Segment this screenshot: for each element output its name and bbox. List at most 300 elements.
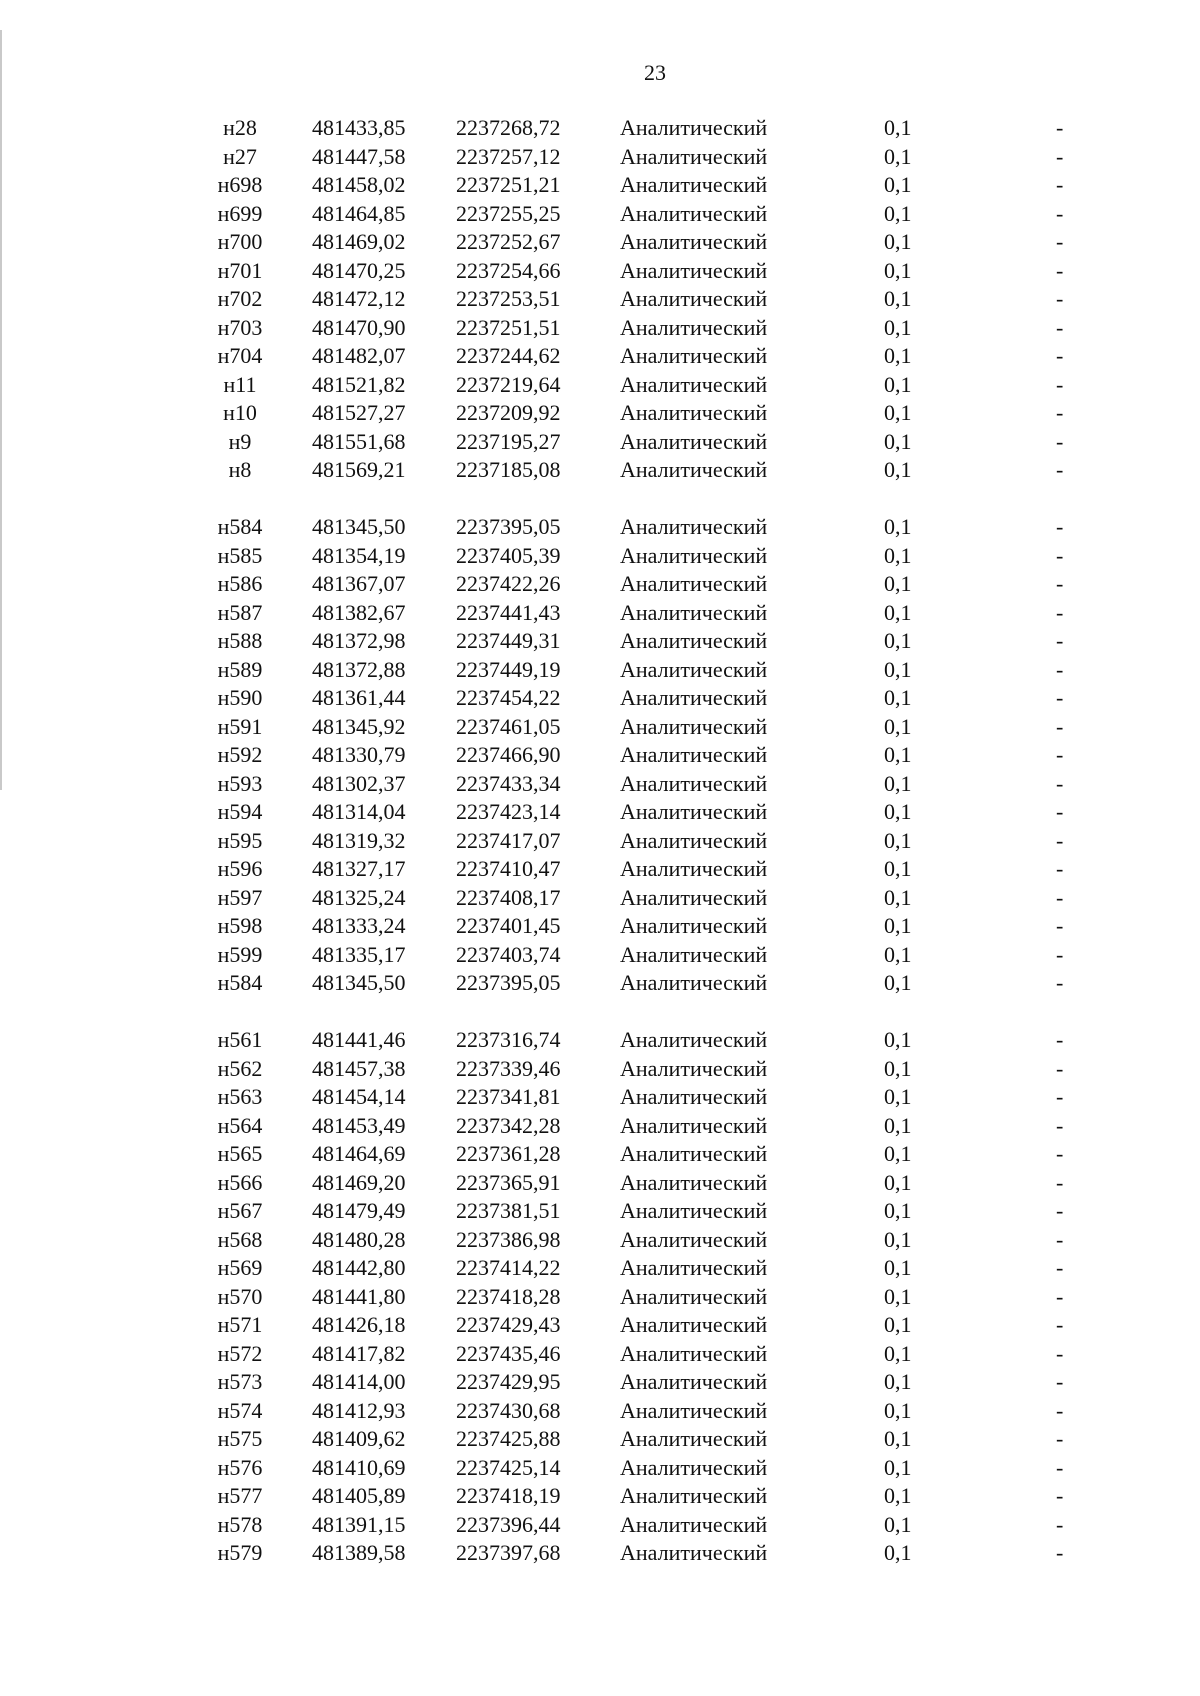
x-coordinate-cell: 481345,50: [312, 514, 406, 539]
method-cell: Аналитический: [620, 1312, 768, 1337]
note-cell: -: [1056, 1426, 1064, 1451]
note-cell: -: [1056, 115, 1064, 140]
accuracy-cell: 0,1: [884, 514, 912, 539]
x-coordinate-cell: 481469,02: [312, 229, 406, 254]
method-cell: Аналитический: [620, 1027, 768, 1052]
y-coordinate-cell: 2237429,43: [456, 1312, 561, 1337]
x-coordinate-cell: 481469,20: [312, 1169, 406, 1195]
x-coordinate-cell: 481454,14: [312, 1084, 406, 1109]
accuracy-cell: 0,1: [884, 115, 912, 140]
table-row: [0, 1425, 1200, 1454]
y-coordinate-cell: 2237441,43: [456, 599, 561, 625]
y-coordinate-cell: 2237386,98: [456, 1226, 561, 1252]
note-cell: -: [1056, 1483, 1064, 1508]
y-coordinate-cell: 2237185,08: [456, 457, 561, 482]
table-row: [0, 599, 1200, 628]
table-row: [0, 399, 1200, 428]
point-number-cell: н567: [217, 1198, 263, 1223]
note-cell: -: [1056, 713, 1064, 739]
note-cell: -: [1056, 514, 1064, 539]
note-cell: -: [1056, 143, 1064, 169]
point-number-cell: н699: [217, 200, 263, 226]
method-cell: Аналитический: [620, 941, 768, 967]
table-row: [0, 342, 1200, 371]
accuracy-cell: 0,1: [884, 713, 912, 739]
y-coordinate-cell: 2237339,46: [456, 1055, 561, 1081]
y-coordinate-cell: 2237418,19: [456, 1483, 561, 1508]
point-number-cell: н564: [217, 1112, 263, 1138]
accuracy-cell: 0,1: [884, 685, 912, 710]
x-coordinate-cell: 481458,02: [312, 172, 406, 197]
note-cell: -: [1056, 286, 1064, 311]
x-coordinate-cell: 481409,62: [312, 1426, 406, 1451]
note-cell: -: [1056, 400, 1064, 425]
method-cell: Аналитический: [620, 1483, 768, 1508]
accuracy-cell: 0,1: [884, 884, 912, 910]
x-coordinate-cell: 481479,49: [312, 1198, 406, 1223]
point-number-cell: н596: [217, 856, 263, 881]
method-cell: Аналитический: [620, 514, 768, 539]
method-cell: Аналитический: [620, 1141, 768, 1166]
method-cell: Аналитический: [620, 884, 768, 910]
x-coordinate-cell: 481426,18: [312, 1312, 406, 1337]
x-coordinate-cell: 481330,79: [312, 742, 406, 767]
table-row: [0, 1140, 1200, 1169]
x-coordinate-cell: 481345,92: [312, 713, 406, 739]
note-cell: -: [1056, 542, 1064, 568]
table-row: [0, 827, 1200, 856]
note-cell: -: [1056, 685, 1064, 710]
note-cell: -: [1056, 314, 1064, 340]
note-cell: -: [1056, 1141, 1064, 1166]
method-cell: Аналитический: [620, 599, 768, 625]
x-coordinate-cell: 481480,28: [312, 1226, 406, 1252]
accuracy-cell: 0,1: [884, 1454, 912, 1480]
coordinate-table: [0, 114, 1200, 1568]
x-coordinate-cell: 481302,37: [312, 770, 406, 796]
table-row: [0, 770, 1200, 799]
x-coordinate-cell: 481472,12: [312, 286, 406, 311]
x-coordinate-cell: 481433,85: [312, 115, 406, 140]
point-number-cell: н700: [217, 229, 263, 254]
accuracy-cell: 0,1: [884, 457, 912, 482]
x-coordinate-cell: 481333,24: [312, 913, 406, 938]
method-cell: Аналитический: [620, 1169, 768, 1195]
point-group: [0, 1026, 1200, 1568]
accuracy-cell: 0,1: [884, 1027, 912, 1052]
method-cell: Аналитический: [620, 1426, 768, 1451]
accuracy-cell: 0,1: [884, 371, 912, 397]
method-cell: Аналитический: [620, 1255, 768, 1280]
y-coordinate-cell: 2237341,81: [456, 1084, 561, 1109]
y-coordinate-cell: 2237429,95: [456, 1369, 561, 1394]
method-cell: Аналитический: [620, 628, 768, 653]
y-coordinate-cell: 2237397,68: [456, 1540, 561, 1565]
point-number-cell: н590: [217, 685, 263, 710]
accuracy-cell: 0,1: [884, 542, 912, 568]
accuracy-cell: 0,1: [884, 1540, 912, 1565]
y-coordinate-cell: 2237254,66: [456, 257, 561, 283]
x-coordinate-cell: 481389,58: [312, 1540, 406, 1565]
x-coordinate-cell: 481345,50: [312, 970, 406, 995]
table-row: [0, 1083, 1200, 1112]
accuracy-cell: 0,1: [884, 571, 912, 596]
y-coordinate-cell: 2237425,14: [456, 1454, 561, 1480]
point-number-cell: н578: [217, 1511, 263, 1537]
point-number-cell: н575: [217, 1426, 263, 1451]
y-coordinate-cell: 2237252,67: [456, 229, 561, 254]
x-coordinate-cell: 481441,46: [312, 1027, 406, 1052]
table-row: [0, 228, 1200, 257]
accuracy-cell: 0,1: [884, 1141, 912, 1166]
x-coordinate-cell: 481551,68: [312, 428, 406, 454]
point-number-cell: н703: [217, 314, 263, 340]
point-number-cell: н704: [217, 343, 263, 368]
x-coordinate-cell: 481470,25: [312, 257, 406, 283]
method-cell: Аналитический: [620, 713, 768, 739]
y-coordinate-cell: 2237316,74: [456, 1027, 561, 1052]
note-cell: -: [1056, 1055, 1064, 1081]
table-row: [0, 570, 1200, 599]
point-number-cell: н562: [217, 1055, 263, 1081]
point-number-cell: н584: [217, 970, 263, 995]
table-row: [0, 428, 1200, 457]
table-row: [0, 941, 1200, 970]
x-coordinate-cell: 481464,85: [312, 200, 406, 226]
x-coordinate-cell: 481405,89: [312, 1483, 406, 1508]
x-coordinate-cell: 481457,38: [312, 1055, 406, 1081]
point-number-cell: н579: [217, 1540, 263, 1565]
note-cell: -: [1056, 428, 1064, 454]
y-coordinate-cell: 2237466,90: [456, 742, 561, 767]
y-coordinate-cell: 2237195,27: [456, 428, 561, 454]
point-number-cell: н701: [217, 257, 263, 283]
x-coordinate-cell: 481410,69: [312, 1454, 406, 1480]
accuracy-cell: 0,1: [884, 1369, 912, 1394]
y-coordinate-cell: 2237253,51: [456, 286, 561, 311]
y-coordinate-cell: 2237395,05: [456, 970, 561, 995]
table-row: [0, 1283, 1200, 1312]
x-coordinate-cell: 481447,58: [312, 143, 406, 169]
x-coordinate-cell: 481441,80: [312, 1283, 406, 1309]
point-number-cell: н571: [217, 1312, 263, 1337]
y-coordinate-cell: 2237403,74: [456, 941, 561, 967]
table-row: [0, 1055, 1200, 1084]
accuracy-cell: 0,1: [884, 428, 912, 454]
y-coordinate-cell: 2237244,62: [456, 343, 561, 368]
table-row: [0, 200, 1200, 229]
x-coordinate-cell: 481314,04: [312, 799, 406, 824]
note-cell: -: [1056, 1312, 1064, 1337]
table-row: [0, 456, 1200, 485]
method-cell: Аналитический: [620, 656, 768, 682]
point-number-cell: н592: [217, 742, 263, 767]
table-row: [0, 1112, 1200, 1141]
y-coordinate-cell: 2237414,22: [456, 1255, 561, 1280]
point-number-cell: н595: [217, 827, 263, 853]
method-cell: Аналитический: [620, 143, 768, 169]
table-row: [0, 741, 1200, 770]
note-cell: -: [1056, 1169, 1064, 1195]
table-row: [0, 713, 1200, 742]
table-row: [0, 798, 1200, 827]
note-cell: -: [1056, 1084, 1064, 1109]
accuracy-cell: 0,1: [884, 143, 912, 169]
accuracy-cell: 0,1: [884, 1198, 912, 1223]
y-coordinate-cell: 2237418,28: [456, 1283, 561, 1309]
point-number-cell: н570: [217, 1283, 263, 1309]
method-cell: Аналитический: [620, 1084, 768, 1109]
method-cell: Аналитический: [620, 400, 768, 425]
y-coordinate-cell: 2237365,91: [456, 1169, 561, 1195]
table-row: [0, 1226, 1200, 1255]
accuracy-cell: 0,1: [884, 656, 912, 682]
point-number-cell: н9: [228, 428, 252, 454]
x-coordinate-cell: 481325,24: [312, 884, 406, 910]
method-cell: Аналитический: [620, 1055, 768, 1081]
method-cell: Аналитический: [620, 770, 768, 796]
y-coordinate-cell: 2237381,51: [456, 1198, 561, 1223]
note-cell: -: [1056, 1255, 1064, 1280]
point-number-cell: н598: [217, 913, 263, 938]
method-cell: Аналитический: [620, 1112, 768, 1138]
page-number: 23: [644, 60, 666, 85]
point-number-cell: н588: [217, 628, 263, 653]
x-coordinate-cell: 481569,21: [312, 457, 406, 482]
table-row: [0, 371, 1200, 400]
method-cell: Аналитический: [620, 115, 768, 140]
x-coordinate-cell: 481521,82: [312, 371, 406, 397]
x-coordinate-cell: 481367,07: [312, 571, 406, 596]
table-row: [0, 1368, 1200, 1397]
y-coordinate-cell: 2237257,12: [456, 143, 561, 169]
note-cell: -: [1056, 599, 1064, 625]
point-number-cell: н577: [217, 1483, 263, 1508]
note-cell: -: [1056, 970, 1064, 995]
x-coordinate-cell: 481417,82: [312, 1340, 406, 1366]
note-cell: -: [1056, 913, 1064, 938]
x-coordinate-cell: 481453,49: [312, 1112, 406, 1138]
x-coordinate-cell: 481327,17: [312, 856, 406, 881]
x-coordinate-cell: 481335,17: [312, 941, 406, 967]
method-cell: Аналитический: [620, 685, 768, 710]
accuracy-cell: 0,1: [884, 1226, 912, 1252]
y-coordinate-cell: 2237449,31: [456, 628, 561, 653]
table-row: [0, 1254, 1200, 1283]
point-number-cell: н591: [217, 713, 263, 739]
point-number-cell: н589: [217, 656, 263, 682]
method-cell: Аналитический: [620, 799, 768, 824]
accuracy-cell: 0,1: [884, 799, 912, 824]
accuracy-cell: 0,1: [884, 827, 912, 853]
accuracy-cell: 0,1: [884, 742, 912, 767]
accuracy-cell: 0,1: [884, 257, 912, 283]
x-coordinate-cell: 481464,69: [312, 1141, 406, 1166]
table-row: [0, 1511, 1200, 1540]
table-row: [0, 912, 1200, 941]
note-cell: -: [1056, 1511, 1064, 1537]
table-row: [0, 656, 1200, 685]
point-group: [0, 513, 1200, 998]
x-coordinate-cell: 481412,93: [312, 1397, 406, 1423]
note-cell: -: [1056, 1112, 1064, 1138]
x-coordinate-cell: 481482,07: [312, 343, 406, 368]
accuracy-cell: 0,1: [884, 200, 912, 226]
note-cell: -: [1056, 571, 1064, 596]
method-cell: Аналитический: [620, 172, 768, 197]
method-cell: Аналитический: [620, 827, 768, 853]
method-cell: Аналитический: [620, 286, 768, 311]
accuracy-cell: 0,1: [884, 1340, 912, 1366]
y-coordinate-cell: 2237396,44: [456, 1511, 561, 1537]
note-cell: -: [1056, 1369, 1064, 1394]
x-coordinate-cell: 481442,80: [312, 1255, 406, 1280]
point-number-cell: н11: [223, 371, 257, 397]
method-cell: Аналитический: [620, 913, 768, 938]
x-coordinate-cell: 481361,44: [312, 685, 406, 710]
accuracy-cell: 0,1: [884, 1255, 912, 1280]
table-row: [0, 1026, 1200, 1055]
y-coordinate-cell: 2237209,92: [456, 400, 561, 425]
point-number-cell: н584: [217, 514, 263, 539]
x-coordinate-cell: 481414,00: [312, 1369, 406, 1394]
accuracy-cell: 0,1: [884, 770, 912, 796]
table-row: [0, 627, 1200, 656]
table-row: [0, 884, 1200, 913]
point-number-cell: н28: [223, 115, 257, 140]
accuracy-cell: 0,1: [884, 286, 912, 311]
method-cell: Аналитический: [620, 257, 768, 283]
accuracy-cell: 0,1: [884, 941, 912, 967]
y-coordinate-cell: 2237342,28: [456, 1112, 561, 1138]
note-cell: -: [1056, 770, 1064, 796]
method-cell: Аналитический: [620, 1397, 768, 1423]
method-cell: Аналитический: [620, 428, 768, 454]
y-coordinate-cell: 2237435,46: [456, 1340, 561, 1366]
method-cell: Аналитический: [620, 1283, 768, 1309]
method-cell: Аналитический: [620, 542, 768, 568]
note-cell: -: [1056, 1198, 1064, 1223]
point-number-cell: н698: [217, 172, 263, 197]
note-cell: -: [1056, 856, 1064, 881]
x-coordinate-cell: 481470,90: [312, 314, 406, 340]
point-number-cell: н563: [217, 1084, 263, 1109]
accuracy-cell: 0,1: [884, 1112, 912, 1138]
accuracy-cell: 0,1: [884, 172, 912, 197]
accuracy-cell: 0,1: [884, 1055, 912, 1081]
y-coordinate-cell: 2237408,17: [456, 884, 561, 910]
table-row: [0, 1197, 1200, 1226]
method-cell: Аналитический: [620, 856, 768, 881]
method-cell: Аналитический: [620, 1340, 768, 1366]
note-cell: -: [1056, 827, 1064, 853]
y-coordinate-cell: 2237401,45: [456, 913, 561, 938]
note-cell: -: [1056, 628, 1064, 653]
y-coordinate-cell: 2237425,88: [456, 1426, 561, 1451]
y-coordinate-cell: 2237417,07: [456, 827, 561, 853]
point-number-cell: н587: [217, 599, 263, 625]
y-coordinate-cell: 2237405,39: [456, 542, 561, 568]
table-row: [0, 1169, 1200, 1198]
point-number-cell: н566: [217, 1169, 263, 1195]
accuracy-cell: 0,1: [884, 1283, 912, 1309]
point-number-cell: н572: [217, 1340, 263, 1366]
note-cell: -: [1056, 343, 1064, 368]
accuracy-cell: 0,1: [884, 628, 912, 653]
table-row: [0, 1311, 1200, 1340]
x-coordinate-cell: 481382,67: [312, 599, 406, 625]
table-row: [0, 1454, 1200, 1483]
point-number-cell: н565: [217, 1141, 263, 1166]
y-coordinate-cell: 2237251,51: [456, 314, 561, 340]
method-cell: Аналитический: [620, 371, 768, 397]
table-row: [0, 171, 1200, 200]
accuracy-cell: 0,1: [884, 1312, 912, 1337]
x-coordinate-cell: 481354,19: [312, 542, 406, 568]
method-cell: Аналитический: [620, 457, 768, 482]
accuracy-cell: 0,1: [884, 599, 912, 625]
table-row: [0, 684, 1200, 713]
accuracy-cell: 0,1: [884, 1483, 912, 1508]
y-coordinate-cell: 2237251,21: [456, 172, 561, 197]
y-coordinate-cell: 2237454,22: [456, 685, 561, 710]
note-cell: -: [1056, 257, 1064, 283]
note-cell: -: [1056, 200, 1064, 226]
y-coordinate-cell: 2237255,25: [456, 200, 561, 226]
y-coordinate-cell: 2237219,64: [456, 371, 561, 397]
y-coordinate-cell: 2237449,19: [456, 656, 561, 682]
point-number-cell: н561: [217, 1027, 263, 1052]
point-number-cell: н573: [217, 1369, 263, 1394]
y-coordinate-cell: 2237410,47: [456, 856, 561, 881]
x-coordinate-cell: 481527,27: [312, 400, 406, 425]
table-row: [0, 969, 1200, 998]
point-number-cell: н8: [228, 457, 252, 482]
y-coordinate-cell: 2237395,05: [456, 514, 561, 539]
y-coordinate-cell: 2237268,72: [456, 115, 561, 140]
x-coordinate-cell: 481372,98: [312, 628, 406, 653]
point-number-cell: н576: [217, 1454, 263, 1480]
x-coordinate-cell: 481319,32: [312, 827, 406, 853]
note-cell: -: [1056, 1340, 1064, 1366]
point-number-cell: н574: [217, 1397, 263, 1423]
accuracy-cell: 0,1: [884, 229, 912, 254]
note-cell: -: [1056, 1454, 1064, 1480]
accuracy-cell: 0,1: [884, 913, 912, 938]
note-cell: -: [1056, 371, 1064, 397]
table-row: [0, 542, 1200, 571]
table-row: [0, 513, 1200, 542]
method-cell: Аналитический: [620, 571, 768, 596]
note-cell: -: [1056, 229, 1064, 254]
note-cell: -: [1056, 1397, 1064, 1423]
table-row: [0, 143, 1200, 172]
y-coordinate-cell: 2237422,26: [456, 571, 561, 596]
table-row: [0, 114, 1200, 143]
accuracy-cell: 0,1: [884, 1397, 912, 1423]
table-row: [0, 1482, 1200, 1511]
note-cell: -: [1056, 1226, 1064, 1252]
table-row: [0, 1397, 1200, 1426]
x-coordinate-cell: 481372,88: [312, 656, 406, 682]
point-number-cell: н586: [217, 571, 263, 596]
method-cell: Аналитический: [620, 1511, 768, 1537]
method-cell: Аналитический: [620, 343, 768, 368]
y-coordinate-cell: 2237430,68: [456, 1397, 561, 1423]
y-coordinate-cell: 2237461,05: [456, 713, 561, 739]
point-number-cell: н10: [223, 400, 257, 425]
method-cell: Аналитический: [620, 1198, 768, 1223]
